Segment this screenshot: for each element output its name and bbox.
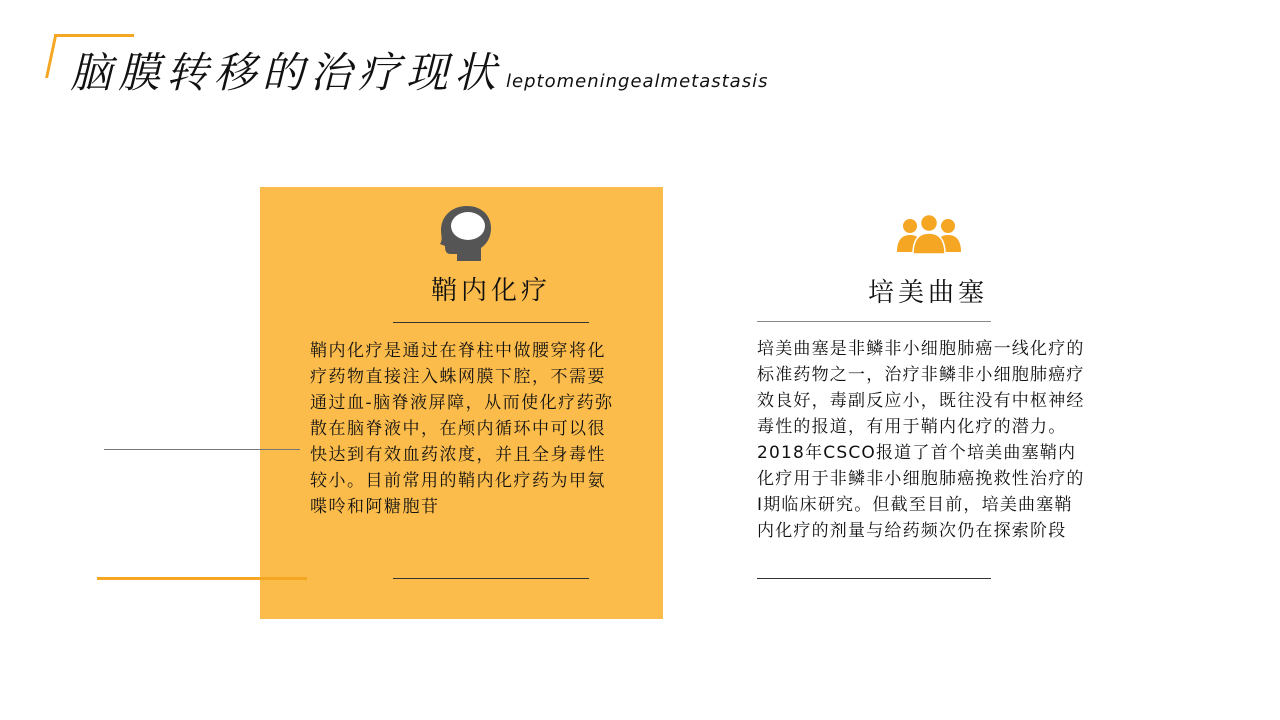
title-accent-slash: [45, 36, 57, 78]
title-accent-bar: [54, 34, 134, 37]
right-heading-divider: [757, 321, 991, 322]
page-title-english: leptomeningealmetastasis: [506, 71, 769, 92]
decorative-line-orange: [97, 577, 307, 580]
page-title-chinese: 脑膜转移的治疗现状: [70, 48, 503, 97]
people-group-icon: [896, 214, 962, 254]
left-card-heading: 鞘内化疗: [430, 276, 551, 306]
head-profile-icon: [437, 204, 493, 262]
right-bottom-divider: [757, 578, 991, 579]
page-title: [70, 40, 768, 100]
left-bottom-divider: [393, 578, 589, 579]
decorative-line-gray: [104, 449, 300, 450]
left-card-body: 鞘内化疗是通过在脊柱中做腰穿将化疗药物直接注入蛛网膜下腔，不需要通过血-脑脊液屏障，从而使化疗药弥散在脑脊液中，在颅内循环中可以很快达到有效血药浓度，并且全身毒性较小。目前常用的鞘内化疗药为甲氨喋呤和阿糖胞苷: [310, 341, 614, 517]
right-card-heading: 培美曲塞: [867, 278, 988, 308]
right-card-body: 培美曲塞是非鳞非小细胞肺癌一线化疗的标准药物之一，治疗非鳞非小细胞肺癌疗效良好，毒副反应小，既往没有中枢神经毒性的报道，有用于鞘内化疗的潜力。2018年CSCO报道了首个培美曲塞鞘内化疗用于非鳞非小细胞肺癌挽救性治疗的I期临床研究。但截至目前，培美曲塞鞘内化疗的剂量与给药频次仍在探索阶段: [757, 339, 1085, 541]
left-heading-divider: [393, 322, 589, 323]
